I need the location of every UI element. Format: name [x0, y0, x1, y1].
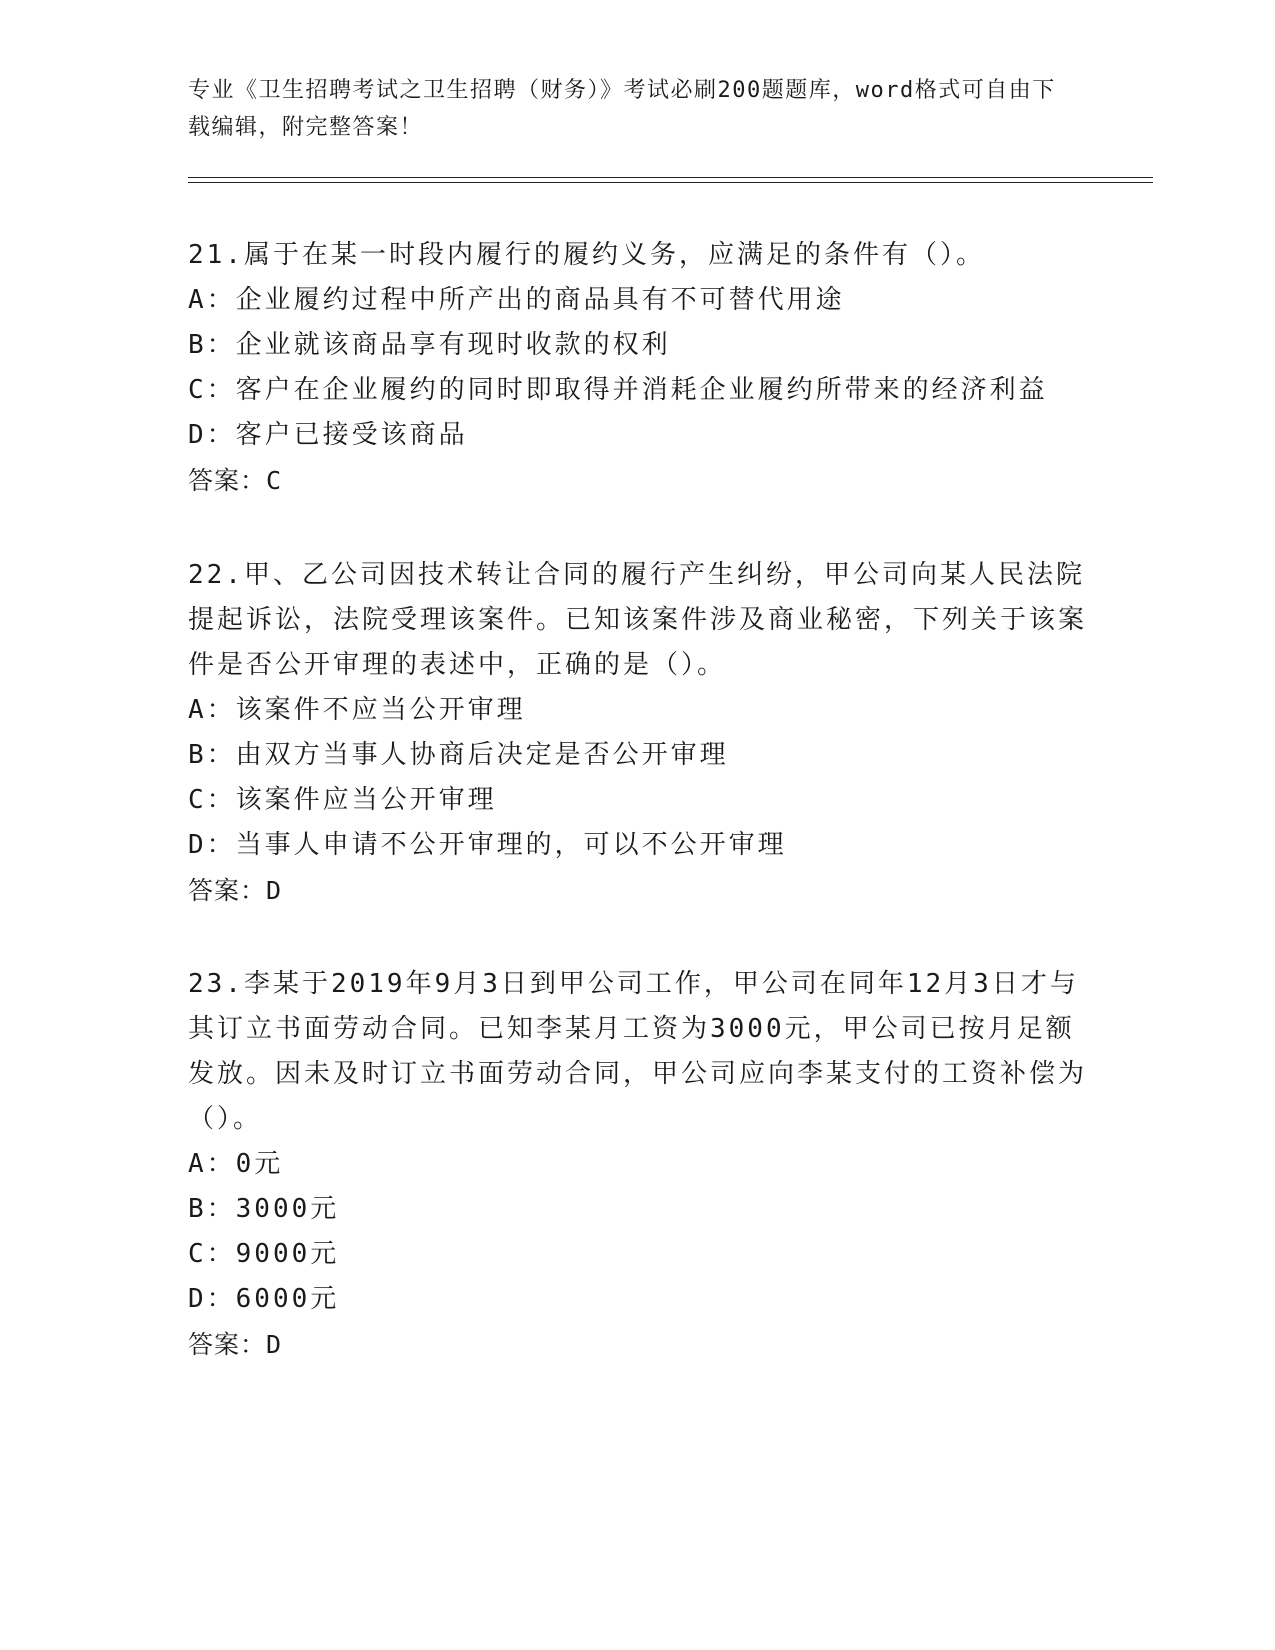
question-22 — [188, 553, 1088, 913]
answer-value: D — [266, 876, 283, 905]
option-c: C：客户在企业履约的同时即取得并消耗企业履约所带来的经济利益 — [188, 375, 1048, 405]
option-b: B：3000元 — [188, 1194, 340, 1224]
option-b: B：由双方当事人协商后决定是否公开审理 — [188, 740, 729, 770]
question-stem: 23.李某于2019年9月3日到甲公司工作，甲公司在同年12月3日才与其订立书面劳动合同。已知李某月工资为3000元，甲公司已按月足额发放。因未及时订立书面劳动合同，甲公司应向李某支付的工资补偿为（）。 — [188, 969, 1088, 1134]
option-d: D：客户已接受该商品 — [188, 420, 468, 450]
header-divider-bottom — [188, 182, 1153, 183]
answer-value: C — [266, 466, 283, 495]
answer-line — [188, 1322, 1088, 1367]
document-intro: 专业《卫生招聘考试之卫生招聘（财务）》考试必刷200题题库，word格式可自由下载编辑，附完整答案！ — [188, 78, 1056, 140]
option-a: A：企业履约过程中所产出的商品具有不可替代用途 — [188, 285, 845, 315]
answer-label: 答案： — [188, 876, 267, 905]
option-c: C：9000元 — [188, 1239, 340, 1269]
option-b: B：企业就该商品享有现时收款的权利 — [188, 330, 671, 360]
answer-label: 答案： — [188, 466, 267, 495]
option-a: A：该案件不应当公开审理 — [188, 695, 526, 725]
answer-label: 答案： — [188, 1330, 267, 1359]
header-divider-top — [188, 177, 1153, 178]
question-stem: 21.属于在某一时段内履行的履约义务，应满足的条件有（）。 — [188, 240, 985, 270]
question-23 — [188, 962, 1088, 1367]
option-a: A：0元 — [188, 1149, 284, 1179]
answer-line — [188, 458, 1088, 503]
question-stem: 22.甲、乙公司因技术转让合同的履行产生纠纷，甲公司向某人民法院提起诉讼，法院受理该案件。已知该案件涉及商业秘密，下列关于该案件是否公开审理的表述中，正确的是（）。 — [188, 560, 1088, 680]
answer-value: D — [266, 1330, 283, 1359]
option-d: D：当事人申请不公开审理的，可以不公开审理 — [188, 830, 787, 860]
answer-line — [188, 868, 1088, 913]
question-21 — [188, 233, 1088, 503]
option-d: D：6000元 — [188, 1284, 340, 1314]
option-c: C：该案件应当公开审理 — [188, 785, 497, 815]
